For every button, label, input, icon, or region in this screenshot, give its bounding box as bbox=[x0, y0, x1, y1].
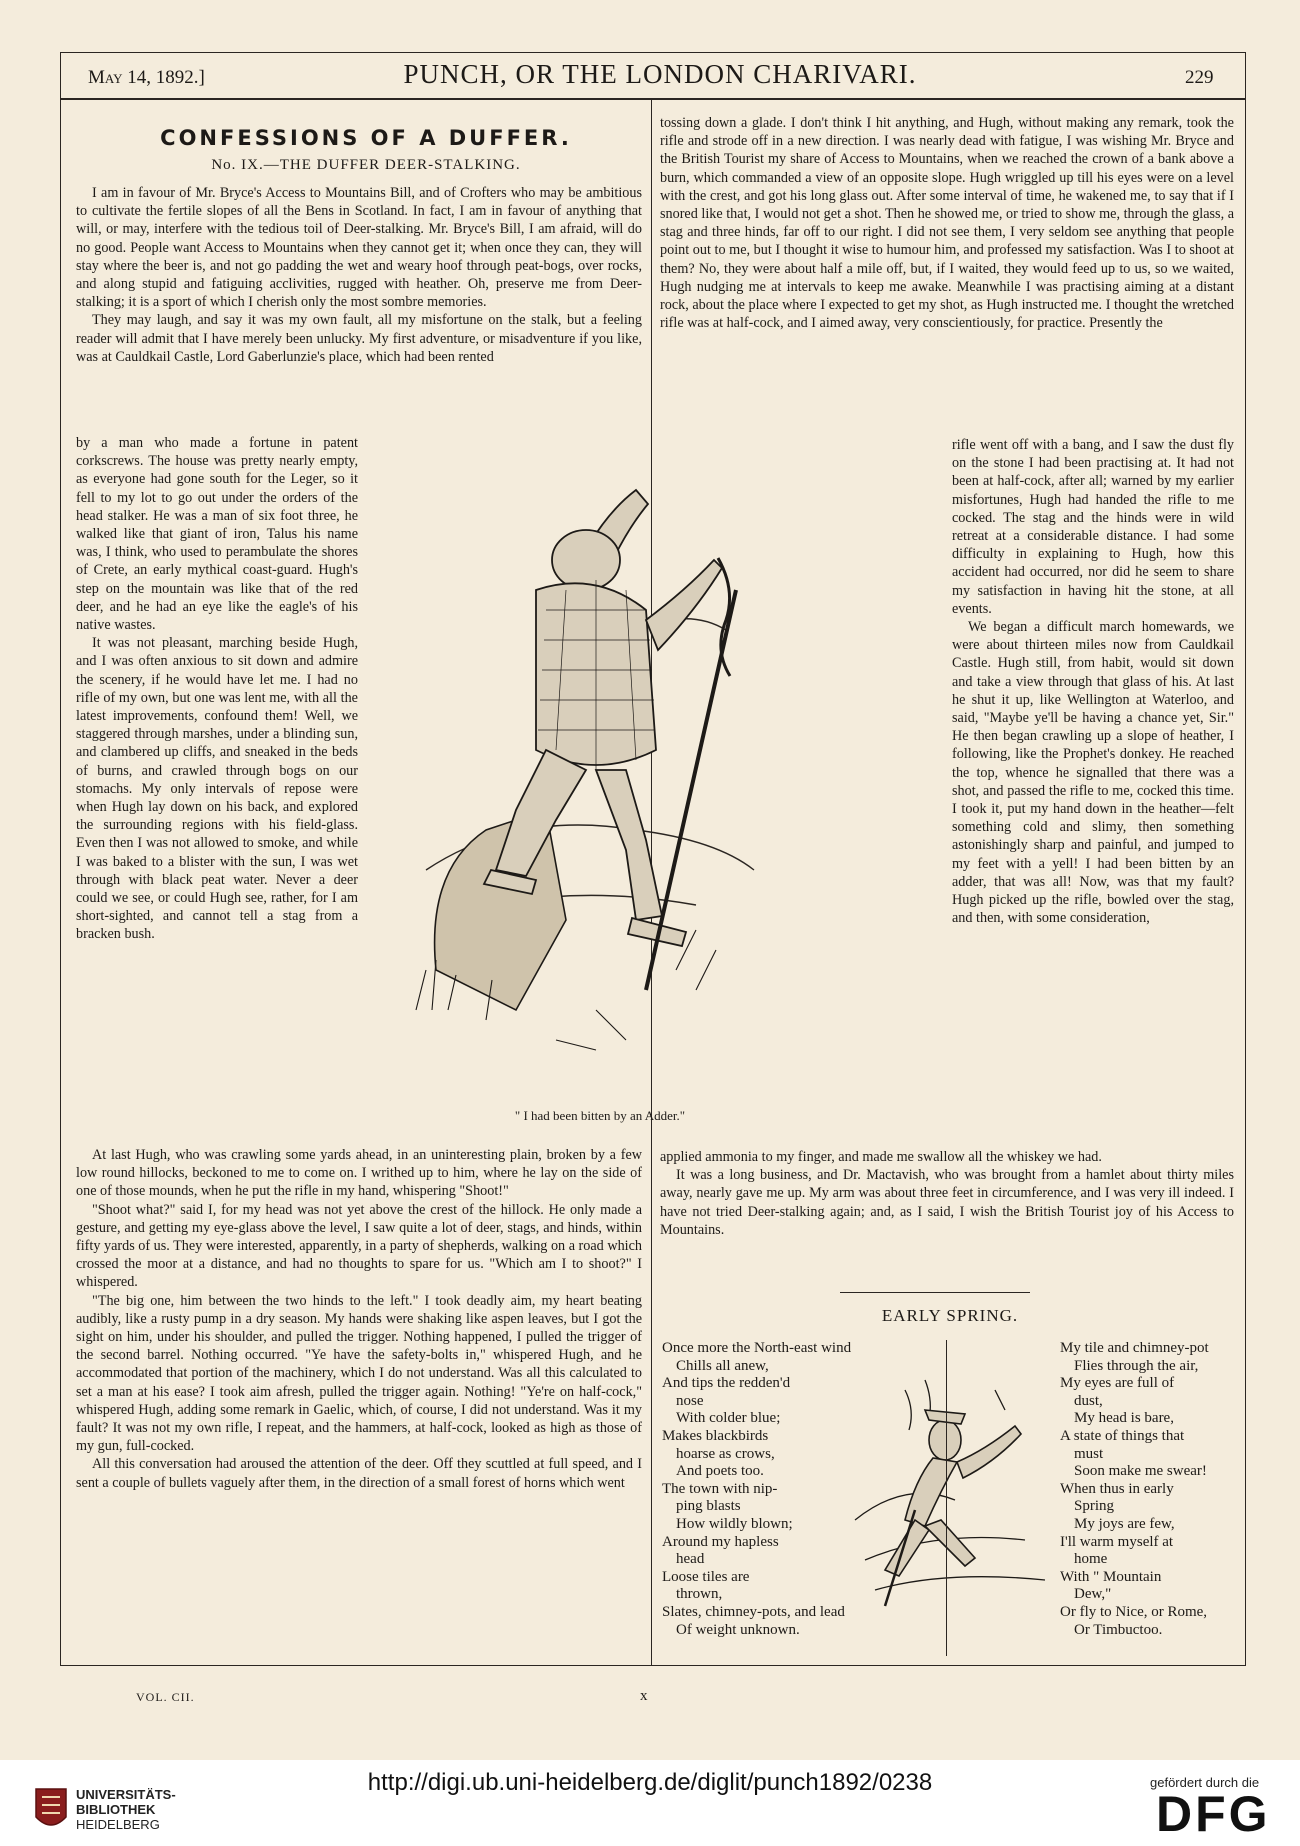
volume-mark: VOL. CII. bbox=[136, 1690, 195, 1704]
poem-line: nose bbox=[676, 1392, 704, 1409]
poem-line: Makes blackbirds bbox=[662, 1427, 769, 1444]
article-col1-narrow bbox=[76, 434, 358, 1146]
poem-line: My tile and chimney-pot bbox=[1060, 1340, 1209, 1356]
paragraph: All this conversation had aroused the attention of the deer. Off they scuttled at full speed, and I sent a couple of bullets vaguely after them, in the direction of a small forest of horns which went bbox=[76, 1456, 642, 1491]
poem-line: hoarse as crows, bbox=[676, 1445, 775, 1462]
poem-line: My eyes are full of bbox=[1060, 1375, 1175, 1392]
paragraph: rifle went off with a bang, and I saw the dust fly on the stone I had been practising at. It had not been at half-cock, after all; warned by my earlier misfortunes, Hugh had handed the rifle to me cocked. The stag and the hinds were in wild retreat at a considerable distance. I had some difficulty in explaining to Hugh, how this accident had occurred, nor did he seem to share my satisfaction in having hit the stone, at all events. bbox=[952, 437, 1234, 617]
poem-line: thrown, bbox=[676, 1586, 723, 1603]
article-col2-top bbox=[660, 114, 1234, 436]
poem-line: head bbox=[676, 1551, 705, 1568]
poem-line: Slates, chimney-pots, and lead bbox=[662, 1603, 845, 1620]
poem-line: I'll warm myself at bbox=[1060, 1533, 1174, 1550]
poem-column-divider bbox=[946, 1346, 947, 1656]
library-name-line: HEIDELBERG bbox=[76, 1817, 160, 1832]
paragraph: applied ammonia to my finger, and made me swallow all the whiskey we had. bbox=[660, 1149, 1102, 1165]
poem-line: The town with nip- bbox=[662, 1480, 778, 1497]
poem-line: How wildly blown; bbox=[676, 1515, 793, 1532]
poem-line: My head is bare, bbox=[1074, 1410, 1174, 1427]
poem-title: EARLY SPRING. bbox=[881, 1306, 1019, 1325]
poem-line: A state of things that bbox=[1060, 1427, 1185, 1444]
article-title: CONFESSIONS OF A DUFFER. bbox=[160, 126, 572, 150]
poem-line: And tips the redden'd bbox=[662, 1375, 791, 1392]
dfg-logo: DFG bbox=[1156, 1786, 1271, 1842]
paragraph: At last Hugh, who was crawling some yards ahead, in an uninteresting plain, broken by a few low round hillocks, beckoned to me to come on. I writhed up to him, where he lay on the side of one of those mounds, when he put the rifle in my hand, whispering "Shoot!" bbox=[76, 1147, 642, 1200]
bottom-frame-rule bbox=[60, 1665, 1246, 1666]
poem-line: Flies through the air, bbox=[1074, 1357, 1199, 1374]
library-name-line: UNIVERSITÄTS- bbox=[76, 1787, 176, 1802]
paragraph: We began a difficult march homewards, we were about thirteen miles now from Cauldkail Castle. Hugh still, from habit, would sit down and take a view through that glass of his. At last he shut it up, like Wellington at Waterloo, and said, "Maybe ye'll be having a chance yet, Sir." He then began crawling up a slope of heather, I following, like the Prophet's donkey. He reached the top, whence he signalled that there was a shot, and passed the rifle to me, cocked this time. I took it, put my hand down in the heather—felt something cold and slimy, then something astonishingly sharp and painful, and jumped to my feet with a yell! I had been bitten by an adder, that was all! Now, was that my fault? Hugh picked up the rifle, bowled over the stag, and then, with some consideration, bbox=[952, 619, 1234, 927]
paragraph: by a man who made a fortune in patent corkscrews. The house was pretty nearly empty, as everyone had gone south for the Leger, so it fell to my lot to go out under the orders of the head stalker. He was a man of six foot three, he walked like that giant of iron, Talus his name was, I think, who used to perambulate the shores of Crete, an early mythical coast-guard. Hugh's step on the mountain was like that of the red deer, and he had an eye like the eagle's of his native wastes. bbox=[76, 435, 358, 634]
poem-line: home bbox=[1074, 1551, 1108, 1568]
poem-line: Or fly to Nice, or Rome, bbox=[1060, 1603, 1208, 1620]
funding-note: gefördert durch die bbox=[1150, 1775, 1260, 1790]
poem-line: ping blasts bbox=[676, 1498, 741, 1515]
article-col2-bottom bbox=[660, 1148, 1234, 1278]
paragraph: "The big one, him between the two hinds to the left." I took deadly aim, my heart beating audibly, like a rusty pump in a dry season. My hands were shaking like aspen leaves, but I got the sight on him, under his shoulder, and pulled the trigger. Nothing happened, I pulled the trigger of the second barrel. Nothing occurred. "Ye have the safety-bolts in," whispered Hugh, and he accommodated that portion of the machinery, which I do not understand. Was all this calculated to set a man at his ease? I took aim afresh, pulled the trigger again. Nothing! "Ye're on half-cock," whispered Hugh, adding some remark in Gaelic, which, of course, I did not understand. Was it my fault? It was not my own rifle, I repeat, and the hammers, at half-cock, looked as high as those of my gun, full-cocked. bbox=[76, 1292, 642, 1455]
page-number: 229 bbox=[1185, 67, 1214, 88]
poem-line: With " Mountain bbox=[1060, 1568, 1162, 1585]
poem-right-stanza bbox=[1060, 1340, 1230, 1639]
deer-stalker-illustration bbox=[396, 450, 756, 1090]
issue-date: May 14, 1892.] bbox=[88, 67, 205, 88]
poem-line: Around my hapless bbox=[662, 1533, 779, 1550]
poem-line: Spring bbox=[1074, 1498, 1115, 1515]
poem-line: Dew," bbox=[1074, 1586, 1112, 1603]
poem-line: My joys are few, bbox=[1074, 1515, 1175, 1532]
header-rule bbox=[60, 98, 1246, 100]
paragraph: It was a long business, and Dr. Mactavish, who was brought from a hamlet about thirty miles away, nearly gave me up. My arm was about three feet in circumference, and I was very ill indeed. I have not tried Deer-stalking again; and, as I said, I wish the British Tourist joy of his Access to Mountains. bbox=[660, 1167, 1234, 1238]
poem-line: Loose tiles are bbox=[662, 1568, 750, 1585]
paragraph: "Shoot what?" said I, for my head was not yet above the crest of the hillock. He only made a gesture, and getting my eye-glass above the level, I saw quite a lot of deer, stags, and hinds, within fifty yards of us. They were interested, apparently, in a party of shepherds, walking on a road which crossed the moor at a distance, and had no thoughts to spare for us. "Which am I to shoot?" I whispered. bbox=[76, 1201, 642, 1291]
article-col1-bottom bbox=[76, 1146, 642, 1658]
poem-line: Once more the North-east wind bbox=[662, 1340, 852, 1356]
article-subtitle: No. IX.—THE DUFFER DEER-STALKING. bbox=[211, 157, 521, 173]
section-rule bbox=[840, 1292, 1030, 1293]
signature-mark: x bbox=[640, 1688, 648, 1704]
paragraph: tossing down a glade. I don't think I hit anything, and Hugh, without making any remark, took the rifle and strode off in a new direction. I was nearly dead with fatigue, I was wishing Mr. Bryce and the British Tourist my share of Access to Mountains, when we reached the crown of a bank above a burn, which commanded a view of an opposite slope. Hugh wriggled up till his eyes were on a level with the crest, and got his long glass out. After some interval of time, he wakened me, to say that if I snored like that, I would not get a shot. Then he showed me, or tried to show me, through the glass, a stag and three hinds, far off to our right. I did not see them, I very seldom see anything that people point out to me, but I thought it wise to humour him, and professed my satisfaction. Was I to shoot at them? No, they were about half a mile off, but, if I waited, they would feed up to us, so we waited, Hugh nudging me at intervals to keep me awake. Meanwhile I was practising aiming at a distant rock, about the place where I expected to get my shot, as Hugh instructed me. I thought the wretched rifle was at half-cock, and I aimed away, very conscientiously, for practice. Presently the bbox=[660, 115, 1234, 332]
poem-line: dust, bbox=[1074, 1392, 1103, 1409]
masthead-title: PUNCH, OR THE LONDON CHARIVARI. bbox=[403, 59, 917, 89]
poem-left-stanza bbox=[662, 1340, 852, 1639]
man-in-wind-illustration bbox=[845, 1370, 1055, 1610]
poem-line: Soon make me swear! bbox=[1074, 1463, 1207, 1480]
top-frame-rule bbox=[60, 52, 1246, 53]
poem-line: Of weight unknown. bbox=[676, 1621, 800, 1638]
poem-line: When thus in early bbox=[1060, 1480, 1174, 1497]
poem-line: Chills all anew, bbox=[676, 1357, 769, 1374]
left-frame-rule bbox=[60, 52, 61, 1666]
poem-line: must bbox=[1074, 1445, 1104, 1462]
poem-line: And poets too. bbox=[676, 1463, 764, 1480]
library-name-line: BIBLIOTHEK bbox=[76, 1802, 156, 1817]
poem-line: With colder blue; bbox=[676, 1410, 781, 1427]
source-url-link[interactable]: http://digi.ub.uni-heidelberg.de/diglit/punch1892/0238 bbox=[367, 1769, 933, 1796]
right-frame-rule bbox=[1245, 52, 1246, 1666]
article-col1-top bbox=[76, 184, 642, 434]
paragraph: I am in favour of Mr. Bryce's Access to Mountains Bill, and of Crofters who may be ambitious to cultivate the fertile slopes of all the Bens in Scotland. In fact, I am in favour of anything that will, or may, interfere with the tedious toil of Deer-stalking. Mr. Bryce's Bill, I am afraid, will do no good. People want Access to Mountains when they cannot get it; when once they can, they will stay where the beer is, and not go padding the wet and weary hoof through peat-bogs, over rocks, and along stupid and fatiguing acclivities, rugged with heather. Oh, preserve me from Deer-stalking; it is a sport of which I cherish only the most sombre memories. bbox=[76, 185, 642, 311]
paragraph: They may laugh, and say it was my own fault, all my misfortune on the stalk, but a feeling reader will admit that I have merely been unlucky. My first adventure, or misadventure if you like, was at Cauldkail Castle, Lord Gaberlunzie's place, which had been rented bbox=[76, 312, 642, 365]
article-col2-narrow bbox=[952, 436, 1234, 1148]
illustration-caption: " I had been bitten by an Adder." bbox=[514, 1108, 686, 1123]
paragraph: It was not pleasant, marching beside Hugh, and I was often anxious to sit down and admire the scenery, if he would have let me. I had no rifle of my own, but one was lent me, with all the latest improvements, confound them! Well, we staggered through marshes, under a blinding sun, and clambered up cliffs, and sneaked in the beds of burns, and crawled through bogs on our stomachs. My only intervals of repose were when Hugh lay down on his back, and explored the surrounding regions with his field-glass. Even then I was not allowed to smoke, and while I was baked to a blister with the sun, I was wet through with black peat water. Never a deer could we see, or could Hugh see, rather, for I am short-sighted, and cannot tell a stag from a bracken bush. bbox=[76, 635, 358, 943]
poem-line: Or Timbuctoo. bbox=[1074, 1621, 1163, 1638]
